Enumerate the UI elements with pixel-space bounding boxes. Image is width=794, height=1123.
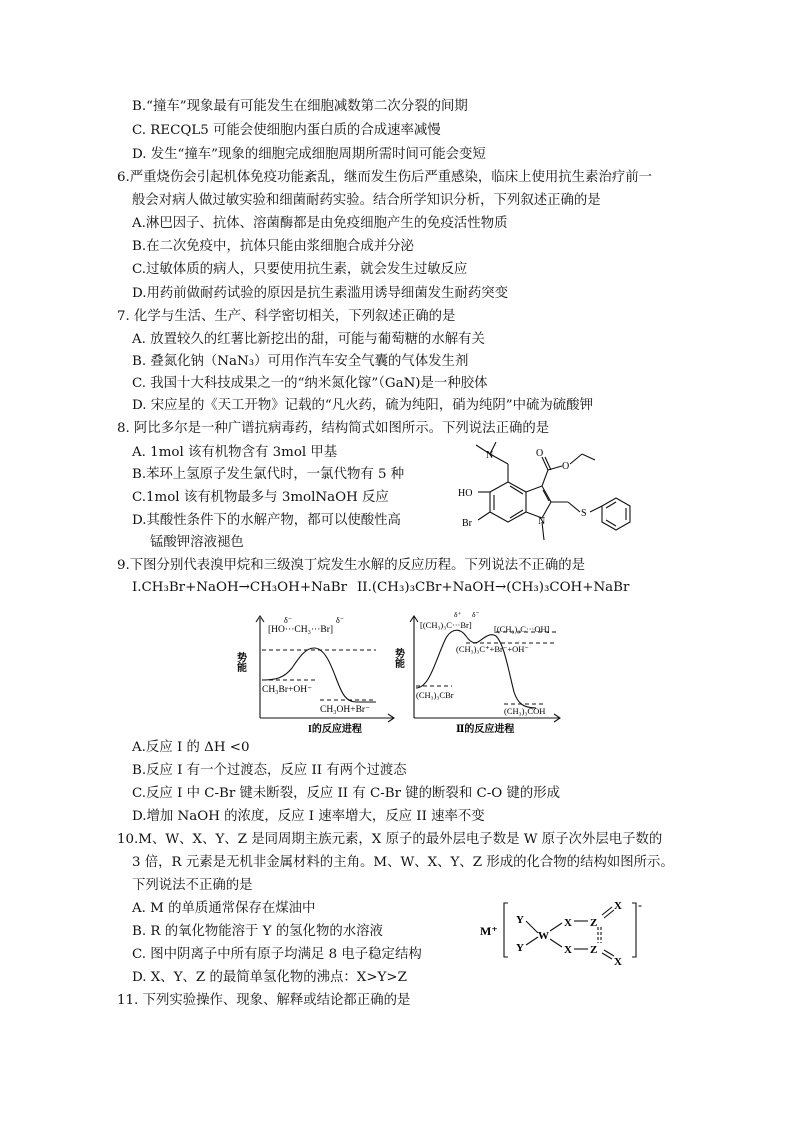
q10-option-a: A. M 的单质通常保存在煤油中 [132, 901, 316, 916]
q11-stem: 11. 下列实验操作、现象、解释或结论都正确的是 [117, 993, 411, 1008]
q5-option-d: D. 发生“撞车”现象的细胞完成细胞周期所需时间可能会变短 [132, 147, 486, 162]
q10-stem-line1: 10.M、W、X、Y、Z 是同周期主族元素，X 原子的最外层电子数是 W 原子次外层电子数的 [117, 832, 663, 847]
q7-option-a: A. 放置较久的红薯比新挖出的甜，可能与葡萄糖的水解有关 [132, 332, 485, 347]
q6-option-c: C.过敏体质的病人，只要使用抗生素，就会发生过敏反应 [132, 262, 468, 277]
q9-equation-2: II.(CH₃)₃CBr+NaOH→(CH₃)₃COH+NaBr [357, 580, 630, 595]
w-atom: W [538, 930, 549, 942]
chart2-xlabel: Ⅱ的反应进程 [456, 724, 515, 735]
chart1-dminus-1: δ⁻ [284, 616, 292, 625]
m-cation-label: M⁺ [480, 924, 498, 938]
anion-charge: - [638, 898, 642, 912]
y-atom-1: Y [516, 914, 524, 926]
q8-option-c: C.1mol 该有机物最多与 3molNaOH 反应 [132, 490, 389, 505]
q7-stem: 7. 化学与生活、生产、科学密切相关，下列叙述正确的是 [117, 309, 456, 324]
br-label: Br [462, 518, 472, 529]
chart2-ylabel: 势能 [392, 648, 404, 668]
energy-diagram-1 [236, 612, 396, 738]
chart1-xlabel: I的反应进程 [308, 724, 362, 735]
chart2-dminus: δ⁻ [472, 610, 480, 619]
q8-option-d-line1: D.其酸性条件下的水解产物，都可以使酸性高 [132, 513, 401, 528]
ho-label: HO [458, 488, 473, 499]
q10-option-c: C. 图中阴离子中所有原子均满足 8 电子稳定结构 [132, 947, 422, 962]
q8-option-a: A. 1mol 该有机物含有 3mol 甲基 [132, 445, 338, 460]
arbidol-structure [450, 440, 650, 552]
q5-option-c: C. RECQL5 可能会使细胞内蛋白质的合成速率减慢 [132, 123, 441, 138]
z-atom-2: Z [590, 944, 598, 956]
q6-option-d: D.用药前做耐药试验的原因是抗生素滥用诱导细菌发生耐药突变 [132, 286, 509, 301]
q6-stem-line1: 6.严重烧伤会引起机体免疫功能紊乱，继而发生伤后严重感染，临床上使用抗生素治疗前一 [117, 170, 653, 185]
q8-option-d-line2: 锰酸钾溶液褪色 [150, 535, 244, 550]
x-atom-2: X [564, 944, 572, 956]
q9-option-b: B.反应 I 有一个过渡态，反应 II 有两个过渡态 [132, 763, 407, 778]
chart1-reactant: CH₃Br+OH⁻ [262, 685, 313, 695]
q7-option-d: D. 宋应星的《天工开物》记载的“凡火药，硫为纯阳，硝为纯阴”中硫为硫酸钾 [132, 398, 593, 413]
ion-structure [478, 895, 650, 967]
q10-stem-line3: 下列说法不正确的是 [132, 878, 253, 893]
q6-option-a: A.淋巴因子、抗体、溶菌酶都是由免疫细胞产生的免疫活性物质 [132, 216, 508, 231]
q9-stem: 9.下图分别代表溴甲烷和三级溴丁烷发生水解的反应历程。下列说法不正确的是 [117, 558, 586, 573]
q9-option-d: D.增加 NaOH 的浓度，反应 I 速率增大，反应 II 速率不变 [132, 809, 485, 824]
q6-stem-line2: 般会对病人做过敏实验和细菌耐药实验。结合所学知识分析，下列叙述正确的是 [132, 193, 601, 208]
y-atom-2: Y [516, 942, 524, 954]
q6-option-b: B.在二次免疫中，抗体只能由浆细胞合成并分泌 [132, 239, 414, 254]
q9-equation-1: I.CH₃Br+NaOH→CH₃OH+NaBr [132, 580, 347, 595]
q8-option-b: B.苯环上氢原子发生氯代时，一氯代物有 5 种 [132, 467, 405, 482]
chart2-intermediate: (CH₃)₃C⁺+Br⁻+OH⁻ [456, 644, 529, 654]
chart1-dminus-2: δ⁻ [336, 616, 344, 625]
chart2-reactant: (CH₃)₃CBr [416, 690, 454, 700]
q10-option-b: B. R 的氧化物能溶于 Y 的氢化物的水溶液 [132, 924, 383, 939]
x-atom-4: X [614, 956, 622, 968]
carbonyl-o-label: O [536, 448, 544, 459]
chart2-transition-state-2: [(CH₃)₃C···OH] [494, 624, 550, 634]
nitrogen-label-amine: N [486, 450, 494, 461]
n-label: N [538, 516, 546, 527]
q5-option-b: B.“撞车”现象最有可能发生在细胞减数第二次分裂的间期 [132, 99, 468, 114]
q7-option-c: C. 我国十大科技成果之一的“纳米氮化镓”（GaN)是一种胶体 [132, 376, 488, 391]
chart1-transition-state: [HO···CH₃···Br] [268, 625, 334, 635]
x-atom-3: X [614, 900, 622, 912]
q8-stem: 8. 阿比多尔是一种广谱抗病毒药，结构简式如图所示。下列说法正确的是 [117, 421, 550, 436]
chart2-transition-state-1: [(CH₃)₃C···Br] [420, 620, 472, 630]
chart2-dplus: δ⁺ [454, 610, 462, 619]
z-atom-1: Z [590, 917, 598, 929]
chart1-ylabel: 势能 [234, 652, 246, 672]
q9-option-a: A.反应 I 的 ΔH <0 [132, 740, 250, 755]
s-label: S [581, 508, 587, 519]
q7-option-b: B. 叠氮化钠（NaN₃）可用作汽车安全气囊的气体发生剂 [132, 354, 469, 369]
ester-o-label: O [562, 461, 570, 472]
chart2-product: (CH₃)₃COH [504, 706, 546, 716]
q10-option-d: D. X、Y、Z 的最简单氢化物的沸点：X>Y>Z [132, 970, 407, 985]
q9-option-c: C.反应 I 中 C-Br 键未断裂，反应 II 有 C-Br 键的断裂和 C-O 键的形成 [132, 786, 561, 801]
energy-diagram-2 [392, 608, 566, 738]
x-atom-1: X [564, 917, 572, 929]
chart1-product: CH₃OH+Br⁻ [320, 705, 371, 715]
q10-stem-line2: 3 倍，R 元素是无机非金属材料的主角。M、W、X、Y、Z 形成的化合物的结构如图所示。 [132, 855, 674, 870]
